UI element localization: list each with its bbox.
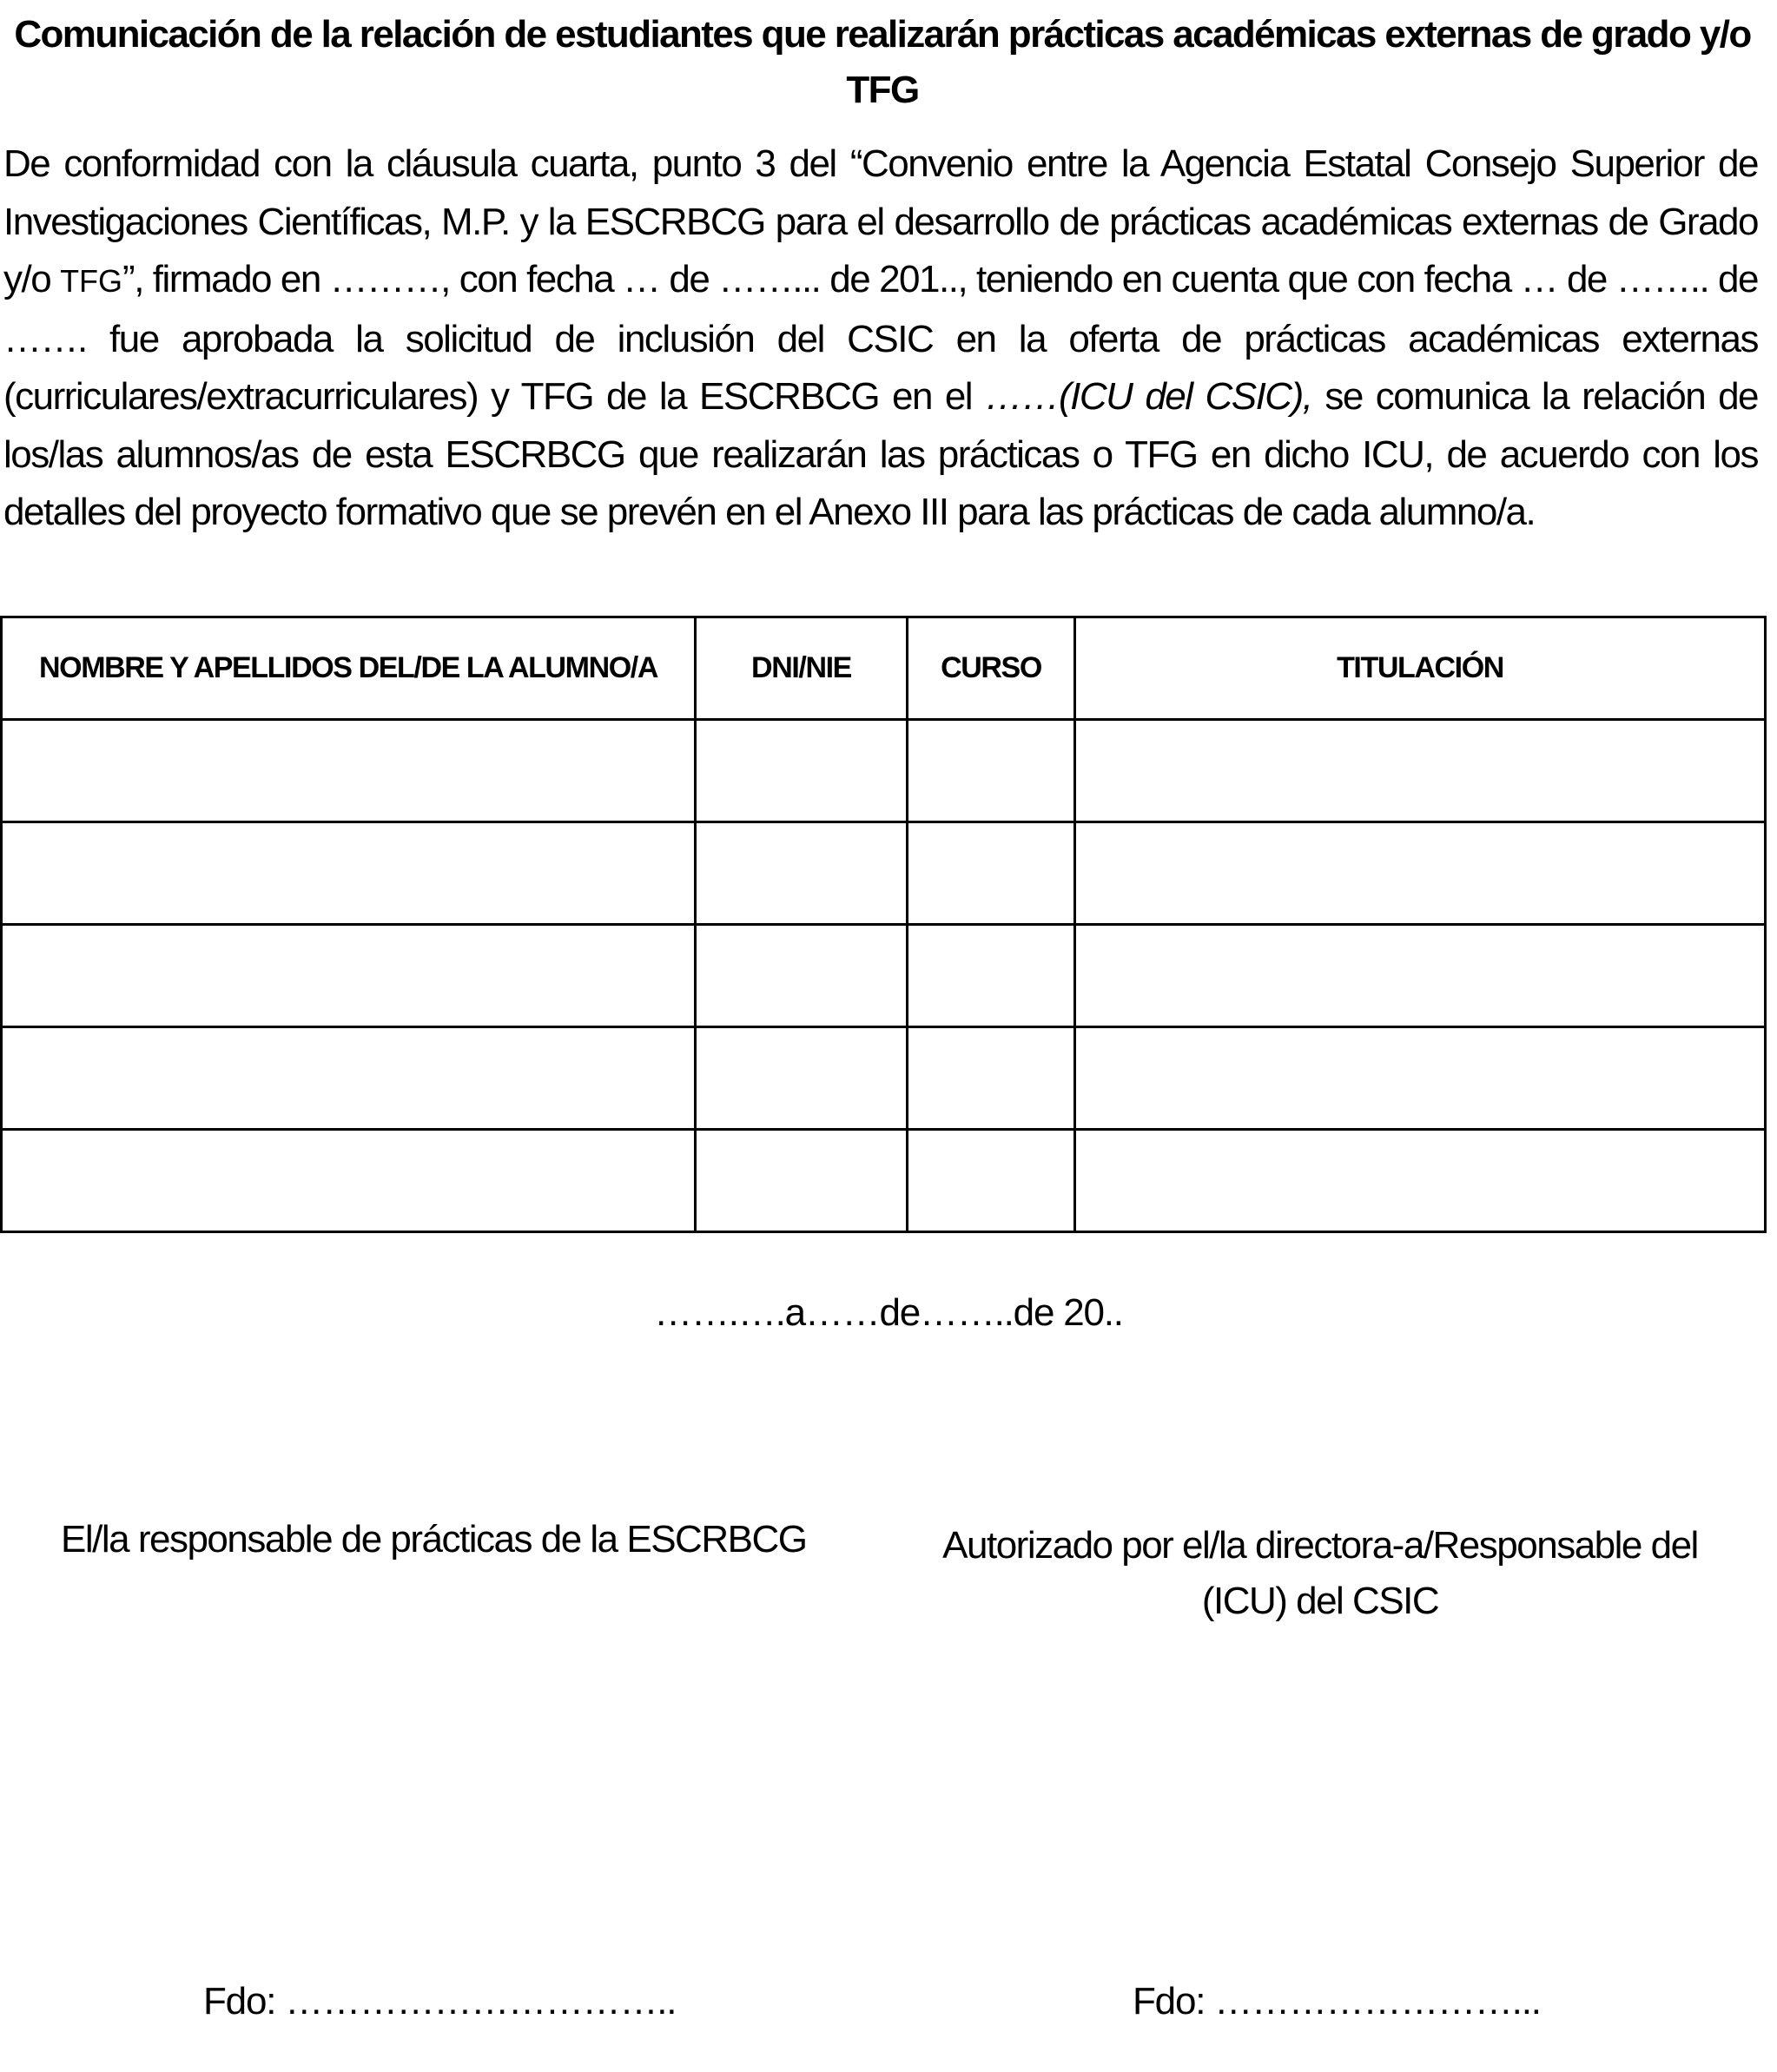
cell-curso[interactable] xyxy=(908,822,1075,925)
body-text-part-3: se comunica la relación de los/las alumnos/as de esta ESCRBCG que realizarán las prácticas o TFG en dicho ICU, de acuerdo con los detalles del proyecto formativo que se prevén en el Anexo III para las prácticas de cada alumno/a. xyxy=(3,375,1759,533)
place-date-line: …….….a……de……..de 20.. xyxy=(654,1291,1123,1334)
body-text-tfg: TFG xyxy=(60,263,123,299)
cell-curso[interactable] xyxy=(908,720,1075,822)
cell-name[interactable] xyxy=(2,720,696,822)
table-row xyxy=(2,925,1766,1027)
cell-dni[interactable] xyxy=(696,925,908,1027)
cell-name[interactable] xyxy=(2,1130,696,1232)
document-title: Comunicación de la relación de estudiantes que realizarán prácticas académicas externas de grado y/o TFG xyxy=(14,13,1751,111)
body-text-part-2: ”, firmado en ………, con fecha … de ……... de 201.., teniendo en cuenta que con fecha … de …….. de ……. fue aprobada la solicitud de inclusión del CSIC en la oferta de prácticas académicas externas (curriculares/extracurriculares) y TFG de la ESCRBCG en el xyxy=(3,258,1758,418)
body-text-icu-placeholder: ……(ICU del CSIC), xyxy=(985,375,1312,418)
table-row xyxy=(2,720,1766,822)
cell-curso[interactable] xyxy=(908,1027,1075,1130)
header-curso: CURSO xyxy=(908,617,1075,720)
cell-name[interactable] xyxy=(2,925,696,1027)
header-titulacion: TITULACIÓN xyxy=(1075,617,1766,720)
document-body xyxy=(3,135,1758,542)
cell-name[interactable] xyxy=(2,1027,696,1130)
table-row xyxy=(2,1027,1766,1130)
cell-curso[interactable] xyxy=(908,1130,1075,1232)
cell-name[interactable] xyxy=(2,822,696,925)
cell-titulacion[interactable] xyxy=(1075,925,1766,1027)
signature-left-fdo: Fdo: ………………………….. xyxy=(203,1980,677,2023)
table-row xyxy=(2,822,1766,925)
signature-right-fdo: Fdo: ……………………... xyxy=(1133,1980,1541,2023)
cell-dni[interactable] xyxy=(696,1130,908,1232)
cell-titulacion[interactable] xyxy=(1075,720,1766,822)
cell-titulacion[interactable] xyxy=(1075,1130,1766,1232)
signature-right-label: Autorizado por el/la directora-a/Responsable del (ICU) del CSIC xyxy=(942,1524,1698,1622)
cell-titulacion[interactable] xyxy=(1075,822,1766,925)
signature-left-label: El/la responsable de prácticas de la ESCRBCG xyxy=(61,1518,807,1561)
header-name: NOMBRE Y APELLIDOS DEL/DE LA ALUMNO/A xyxy=(2,617,696,720)
table-header-row xyxy=(2,617,1766,720)
students-table xyxy=(0,616,1767,1233)
cell-titulacion[interactable] xyxy=(1075,1027,1766,1130)
cell-dni[interactable] xyxy=(696,822,908,925)
body-text-part-1: De conformidad con la cláusula cuarta, punto 3 del “Convenio entre la Agencia Estatal Consejo Superior de Investigaciones Científicas, M.P. y la ESCRBCG para el desarrollo de prácticas académicas externas de Grado y/o xyxy=(3,142,1758,300)
cell-dni[interactable] xyxy=(696,720,908,822)
header-dni: DNI/NIE xyxy=(696,617,908,720)
table-row xyxy=(2,1130,1766,1232)
cell-curso[interactable] xyxy=(908,925,1075,1027)
cell-dni[interactable] xyxy=(696,1027,908,1130)
